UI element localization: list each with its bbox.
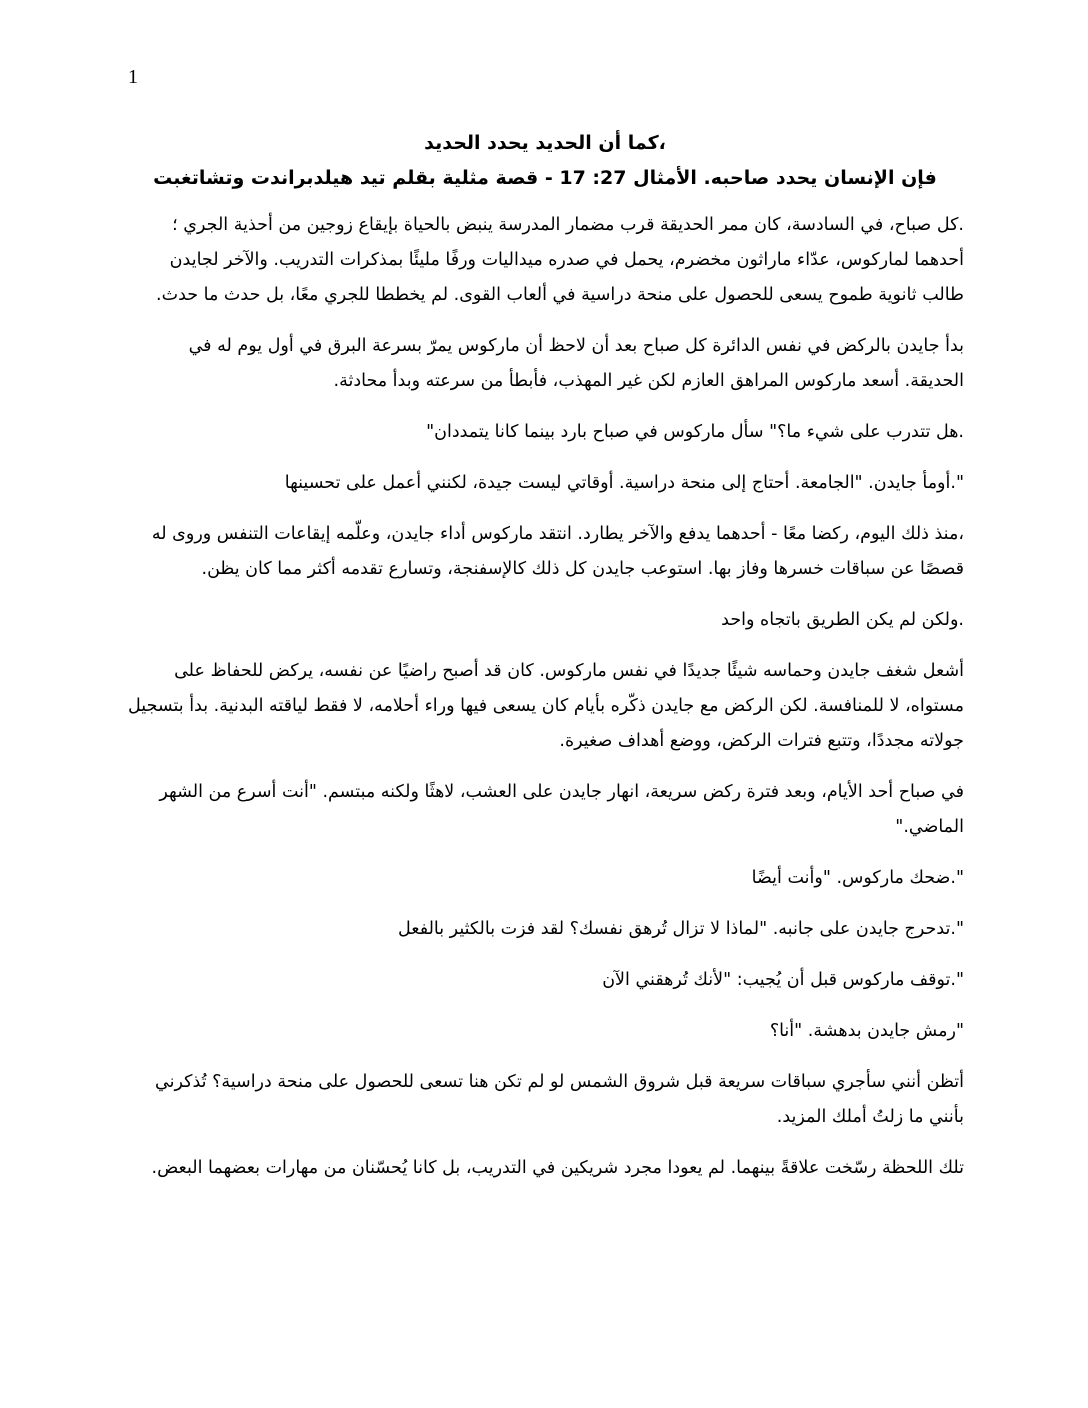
paragraph: أشعل شغف جايدن وحماسه شيئًا جديدًا في نفس ماركوس. كان قد أصبح راضيًا عن نفسه، يركض للحفاظ على مستواه، لا للمنافسة. لكن الركض مع جايدن ذكّره بأيام كان يسعى فيها وراء أحلامه، لا فقط لياقته البدنية. بدأ بتسجيل جولاته مجددًا، وتتبع فترات الركض، ووضع أهداف صغيرة. bbox=[128, 661, 964, 751]
paragraph: ".ضحك ماركوس. "وأنت أيضًا bbox=[751, 868, 964, 888]
paragraph: ،منذ ذلك اليوم، ركضا معًا - أحدهما يدفع والآخر يطارد. انتقد ماركوس أداء جايدن، وعلّمه إيقاعات التنفس وروى له قصصًا عن سباقات خسرها وفاز بها. استوعب جايدن كل ذلك كالإسفنجة، وتسارع تقدمه أكثر مما كان يظن. bbox=[151, 524, 964, 579]
paragraph: أتظن أنني سأجري سباقات سريعة قبل شروق الشمس لو لم تكن هنا تسعى للحصول على منحة دراسية؟ تُذكرني بأنني ما زلتُ أملك المزيد. bbox=[155, 1072, 964, 1127]
paragraph: "رمش جايدن بدهشة. "أنا؟ bbox=[769, 1021, 964, 1041]
page-title bbox=[130, 126, 960, 196]
paragraph: تلك اللحظة رسّخت علاقةً بينهما. لم يعودا مجرد شريكين في التدريب، بل كانا يُحسّنان من مهارات بعضهما البعض. bbox=[151, 1158, 964, 1178]
paragraph: .ولكن لم يكن الطريق باتجاه واحد bbox=[721, 610, 964, 630]
paragraph: .كل صباح، في السادسة، كان ممر الحديقة قرب مضمار المدرسة ينبض بالحياة بإيقاع زوجين من أحذية الجري ؛أحدهما لماركوس، عدّاء ماراثون مخضرم، يحمل في صدره ميداليات ورفًا مليئًا بمذكرات التدريب. والآخر لجايدن طالب ثانوية طموح يسعى للحصول على منحة دراسية في ألعاب القوى. لم يخططا للجري معًا، بل حدث ما حدث. bbox=[156, 215, 964, 305]
paragraph: بدأ جايدن بالركض في نفس الدائرة كل صباح بعد أن لاحظ أن ماركوس يمرّ بسرعة البرق في أول يوم له في الحديقة. أسعد ماركوس المراهق العازم لكن غير المهذب، فأبطأ من سرعته وبدأ محادثة. bbox=[188, 336, 964, 391]
paragraph: ".توقف ماركوس قبل أن يُجيب: "لأنك تُرهقني الآن bbox=[602, 970, 964, 990]
story-body bbox=[126, 208, 964, 1202]
paragraph: في صباح أحد الأيام، وبعد فترة ركض سريعة، انهار جايدن على العشب، لاهثًا ولكنه مبتسم. "أنت أسرع من الشهر الماضي." bbox=[159, 782, 964, 837]
title-line-1: ،كما أن الحديد يحدد الحديد bbox=[424, 132, 666, 154]
paragraph: ".أومأ جايدن. "الجامعة. أحتاج إلى منحة دراسية. أوقاتي ليست جيدة، لكنني أعمل على تحسينها bbox=[284, 473, 964, 493]
title-line-2: فإن الإنسان يحدد صاحبه. الأمثال 27: 17 - قصة مثلية بقلم تيد هيلدبراندت وتشاتغبت bbox=[153, 167, 937, 189]
paragraph: ".تدحرج جايدن على جانبه. "لماذا لا تزال تُرهق نفسك؟ لقد فزت بالكثير بالفعل bbox=[398, 919, 964, 939]
paragraph: .هل تتدرب على شيء ما؟" سأل ماركوس في صباح بارد بينما كانا يتمددان" bbox=[426, 422, 964, 442]
page-number: 1 bbox=[128, 66, 138, 88]
